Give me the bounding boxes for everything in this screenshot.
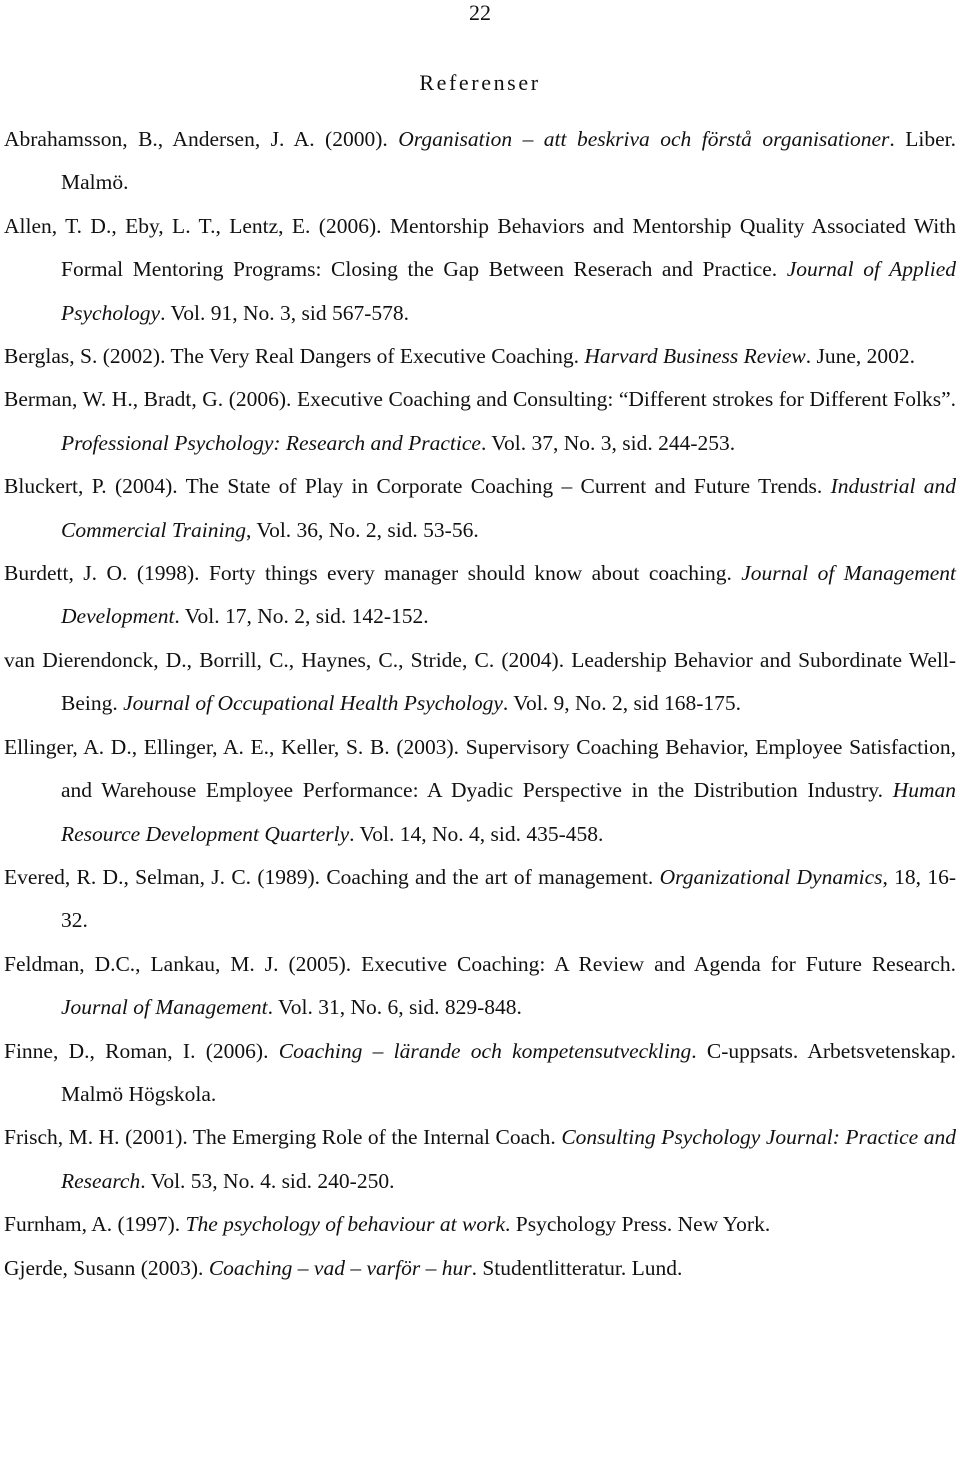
- reference-journal: Professional Psychology: Research and Practice: [61, 430, 481, 455]
- reference-entry: [4, 726, 956, 856]
- reference-entry: [4, 1116, 956, 1203]
- reference-entry: [4, 465, 956, 552]
- reference-entry: [4, 205, 956, 335]
- reference-authors: Ellinger, A. D., Ellinger, A. E., Keller, S. B. (2003).: [4, 734, 466, 759]
- reference-authors: Berglas, S. (2002).: [4, 344, 171, 369]
- reference-journal: The psychology of behaviour at work: [185, 1212, 506, 1237]
- reference-title: The Very Real Dangers of Executive Coaching.: [170, 344, 585, 369]
- reference-entry: [4, 1203, 956, 1246]
- reference-details: , Vol. 36, No. 2, sid. 53-56.: [245, 517, 479, 542]
- reference-details: . C-uppsats. Arbetsvetenskap. Malmö Högskola.: [61, 1038, 956, 1106]
- reference-journal: Journal of Management: [61, 995, 268, 1020]
- reference-title: Executive Coaching: A Review and Agenda for Future Research.: [361, 951, 956, 976]
- reference-list: [4, 118, 956, 1290]
- reference-entry: [4, 1030, 956, 1117]
- reference-title: Leadership Behavior and Subordinate Well-Being.: [61, 647, 956, 716]
- reference-title: Forty things every manager should know about coaching.: [208, 561, 742, 586]
- reference-journal: Journal of Management Development: [61, 561, 956, 629]
- reference-authors: Finne, D., Roman, I. (2006).: [4, 1038, 279, 1063]
- reference-details: . Studentlitteratur. Lund.: [471, 1255, 683, 1280]
- reference-journal: Coaching – lärande och kompetensutveckling: [278, 1038, 692, 1063]
- reference-entry: [4, 856, 956, 943]
- reference-title: The State of Play in Corporate Coaching – Current and Future Trends.: [185, 474, 831, 499]
- reference-journal: Consulting Psychology Journal: Practice and Research: [61, 1125, 956, 1193]
- reference-journal: Organisation – att beskriva och förstå organisationer: [398, 127, 890, 151]
- section-heading: Referenser: [419, 70, 541, 95]
- reference-authors: Allen, T. D., Eby, L. T., Lentz, E. (2006).: [4, 213, 390, 238]
- reference-details: . Vol. 31, No. 6, sid. 829-848.: [267, 995, 522, 1020]
- reference-authors: van Dierendonck, D., Borrill, C., Haynes, C., Stride, C. (2004).: [4, 647, 572, 672]
- reference-details: . Vol. 37, No. 3, sid. 244-253.: [480, 430, 736, 455]
- reference-title: The Emerging Role of the Internal Coach.: [192, 1125, 562, 1150]
- reference-journal: Coaching – vad – varför – hur: [208, 1255, 472, 1280]
- reference-authors: Berman, W. H., Bradt, G. (2006).: [4, 387, 297, 412]
- reference-journal: Harvard Business Review: [584, 344, 806, 369]
- reference-details: . Vol. 9, No. 2, sid 168-175.: [502, 691, 741, 716]
- reference-details: , 18, 16-32.: [61, 864, 956, 933]
- reference-entry: [4, 335, 956, 378]
- reference-entry: [4, 118, 956, 205]
- reference-details: . Vol. 53, No. 4. sid. 240-250.: [140, 1168, 395, 1193]
- reference-journal: Organizational Dynamics: [659, 864, 883, 889]
- reference-entry: [4, 378, 956, 465]
- reference-entry: [4, 639, 956, 726]
- reference-authors: Evered, R. D., Selman, J. C. (1989).: [4, 864, 327, 889]
- reference-entry: [4, 1247, 956, 1290]
- reference-journal: Journal of Applied Psychology: [61, 257, 957, 325]
- reference-authors: Frisch, M. H. (2001).: [4, 1125, 193, 1150]
- reference-authors: Burdett, J. O. (1998).: [4, 561, 209, 586]
- reference-journal: Industrial and Commercial Training: [61, 474, 956, 542]
- reference-details: . Liber. Malmö.: [61, 127, 957, 195]
- reference-details: . Vol. 14, No. 4, sid. 435-458.: [349, 821, 604, 846]
- reference-details: . June, 2002.: [805, 344, 916, 369]
- reference-authors: Bluckert, P. (2004).: [4, 474, 186, 499]
- reference-authors: Feldman, D.C., Lankau, M. J. (2005).: [4, 951, 362, 976]
- reference-details: . Vol. 17, No. 2, sid. 142-152.: [174, 604, 429, 629]
- reference-title: Mentorship Behaviors and Mentorship Quality Associated With Formal Mentoring Programs: Closing the Gap Between Reserach and Practice.: [61, 213, 956, 282]
- reference-journal: Journal of Occupational Health Psychology: [123, 691, 503, 716]
- reference-authors: Abrahamsson, B., Andersen, J. A. (2000).: [4, 127, 399, 151]
- reference-entry: [4, 943, 956, 1030]
- reference-journal: Human Resource Development Quarterly: [61, 778, 956, 846]
- reference-title: Executive Coaching and Consulting: “Different strokes for Different Folks”.: [296, 387, 956, 412]
- reference-authors: Furnham, A. (1997).: [4, 1212, 186, 1237]
- reference-details: . Vol. 91, No. 3, sid 567-578.: [160, 300, 409, 325]
- reference-details: . Psychology Press. New York.: [505, 1212, 771, 1237]
- reference-title: Supervisory Coaching Behavior, Employee Satisfaction, and Warehouse Employee Performance: A Dyadic Perspective in the Distribution Industry.: [61, 734, 956, 803]
- reference-entry: [4, 552, 956, 639]
- page-number: 22: [469, 0, 491, 25]
- reference-title: Coaching and the art of management.: [326, 864, 660, 889]
- reference-authors: Gjerde, Susann (2003).: [4, 1255, 209, 1280]
